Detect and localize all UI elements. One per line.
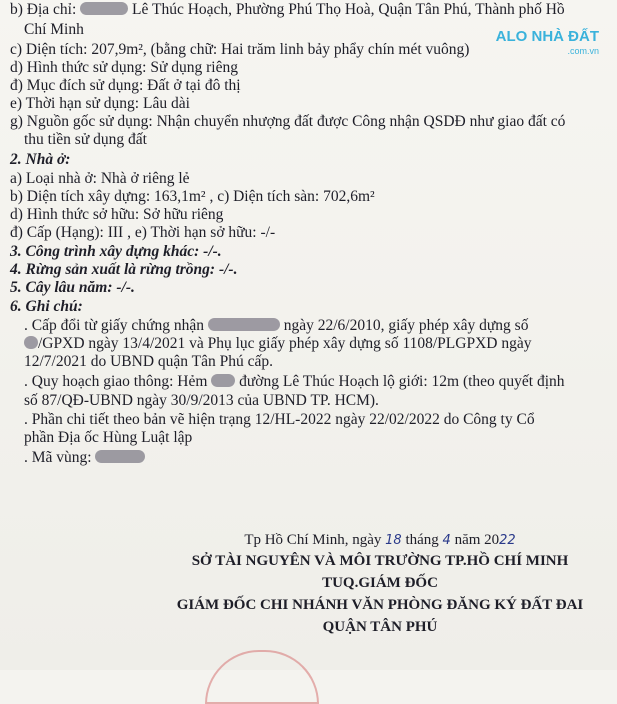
section-house-heading: 2. Nhà ở:	[10, 151, 71, 168]
usage-purpose-line: đ) Mục đích sử dụng: Đất ở tại đô thị	[10, 77, 241, 94]
note-permit-line: /GPXD ngày 13/4/2021 và Phụ lục giấy phép xây dựng số 1108/PLGPXD ngày	[24, 334, 531, 354]
redacted-certificate-number	[208, 318, 280, 331]
note-drawing-line: . Phần chi tiết theo bản vẽ hiện trạng 12/HL-2022 ngày 22/02/2022 do Công ty Cổ	[24, 411, 535, 428]
watermark-logo: ALO NHÀ ĐẤT .com.vn	[495, 28, 599, 56]
tuq-label: TUQ.GIÁM ĐỐC	[322, 575, 438, 591]
red-seal-stamp	[205, 650, 319, 704]
section-other-construction: 3. Công trình xây dựng khác: -/-.	[10, 243, 222, 260]
redacted-house-number	[80, 2, 128, 15]
grade-line: đ) Cấp (Hạng): III , e) Thời hạn sở hữu: -/-	[10, 224, 276, 241]
note-permit-line-2: 12/7/2021 do UBND quận Tân Phú cấp.	[24, 353, 273, 370]
note-decision-line: số 87/QĐ-UBND ngày 30/9/2013 của UBND TP. HCM).	[24, 392, 379, 409]
redacted-zone-code	[95, 450, 145, 463]
note-zone-code-line: . Mã vùng:	[24, 448, 145, 468]
signer-district: QUẬN TÂN PHÚ	[322, 619, 438, 635]
section-notes-heading: 6. Ghi chú:	[10, 298, 83, 315]
address-line: b) Địa chỉ: Lê Thúc Hoạch, Phường Phú Thọ Hoà, Quận Tân Phú, Thành phố Hồ	[10, 1, 565, 18]
address-line-2: Chí Minh	[24, 21, 84, 38]
house-type-line: a) Loại nhà ở: Nhà ở riêng lẻ	[10, 170, 190, 187]
usage-origin-line-2: thu tiền sử dụng đất	[24, 131, 147, 148]
note-certificate-line: . Cấp đổi từ giấy chứng nhận ngày 22/6/2010, giấy phép xây dựng số	[24, 317, 529, 334]
issuing-authority: SỞ TÀI NGUYÊN VÀ MÔI TRƯỜNG TP.HỒ CHÍ MINH	[191, 553, 569, 569]
note-drawing-line-2: phần Địa ốc Hùng Luật lập	[24, 429, 193, 446]
usage-origin-line: g) Nguồn gốc sử dụng: Nhận chuyển nhượng đất được Công nhận QSDĐ như giao đất có	[10, 113, 566, 130]
redacted-permit-number	[24, 336, 38, 349]
note-planning-line: . Quy hoạch giao thông: Hẻm đường Lê Thúc Hoạch lộ giới: 12m (theo quyết định	[24, 373, 565, 390]
signing-date: Tp Hồ Chí Minh, ngày 18 tháng 4 năm 2022	[244, 532, 516, 548]
signer-title: GIÁM ĐỐC CHI NHÁNH VĂN PHÒNG ĐĂNG KÝ ĐẤT ĐAI	[176, 597, 584, 613]
redacted-alley-number	[211, 374, 235, 387]
section-perennial-trees: 5. Cây lâu năm: -/-.	[10, 279, 135, 296]
ownership-form-line: d) Hình thức sở hữu: Sở hữu riêng	[10, 206, 224, 223]
area-line: c) Diện tích: 207,9m², (bằng chữ: Hai trăm linh bảy phẩy chín mét vuông)	[10, 41, 470, 58]
usage-form-line: d) Hình thức sử dụng: Sử dụng riêng	[10, 59, 238, 76]
section-forest: 4. Rừng sản xuất là rừng trồng: -/-.	[10, 261, 238, 278]
construction-area-line: b) Diện tích xây dựng: 163,1m² , c) Diện tích sàn: 702,6m²	[10, 188, 375, 205]
usage-term-line: e) Thời hạn sử dụng: Lâu dài	[10, 95, 190, 112]
